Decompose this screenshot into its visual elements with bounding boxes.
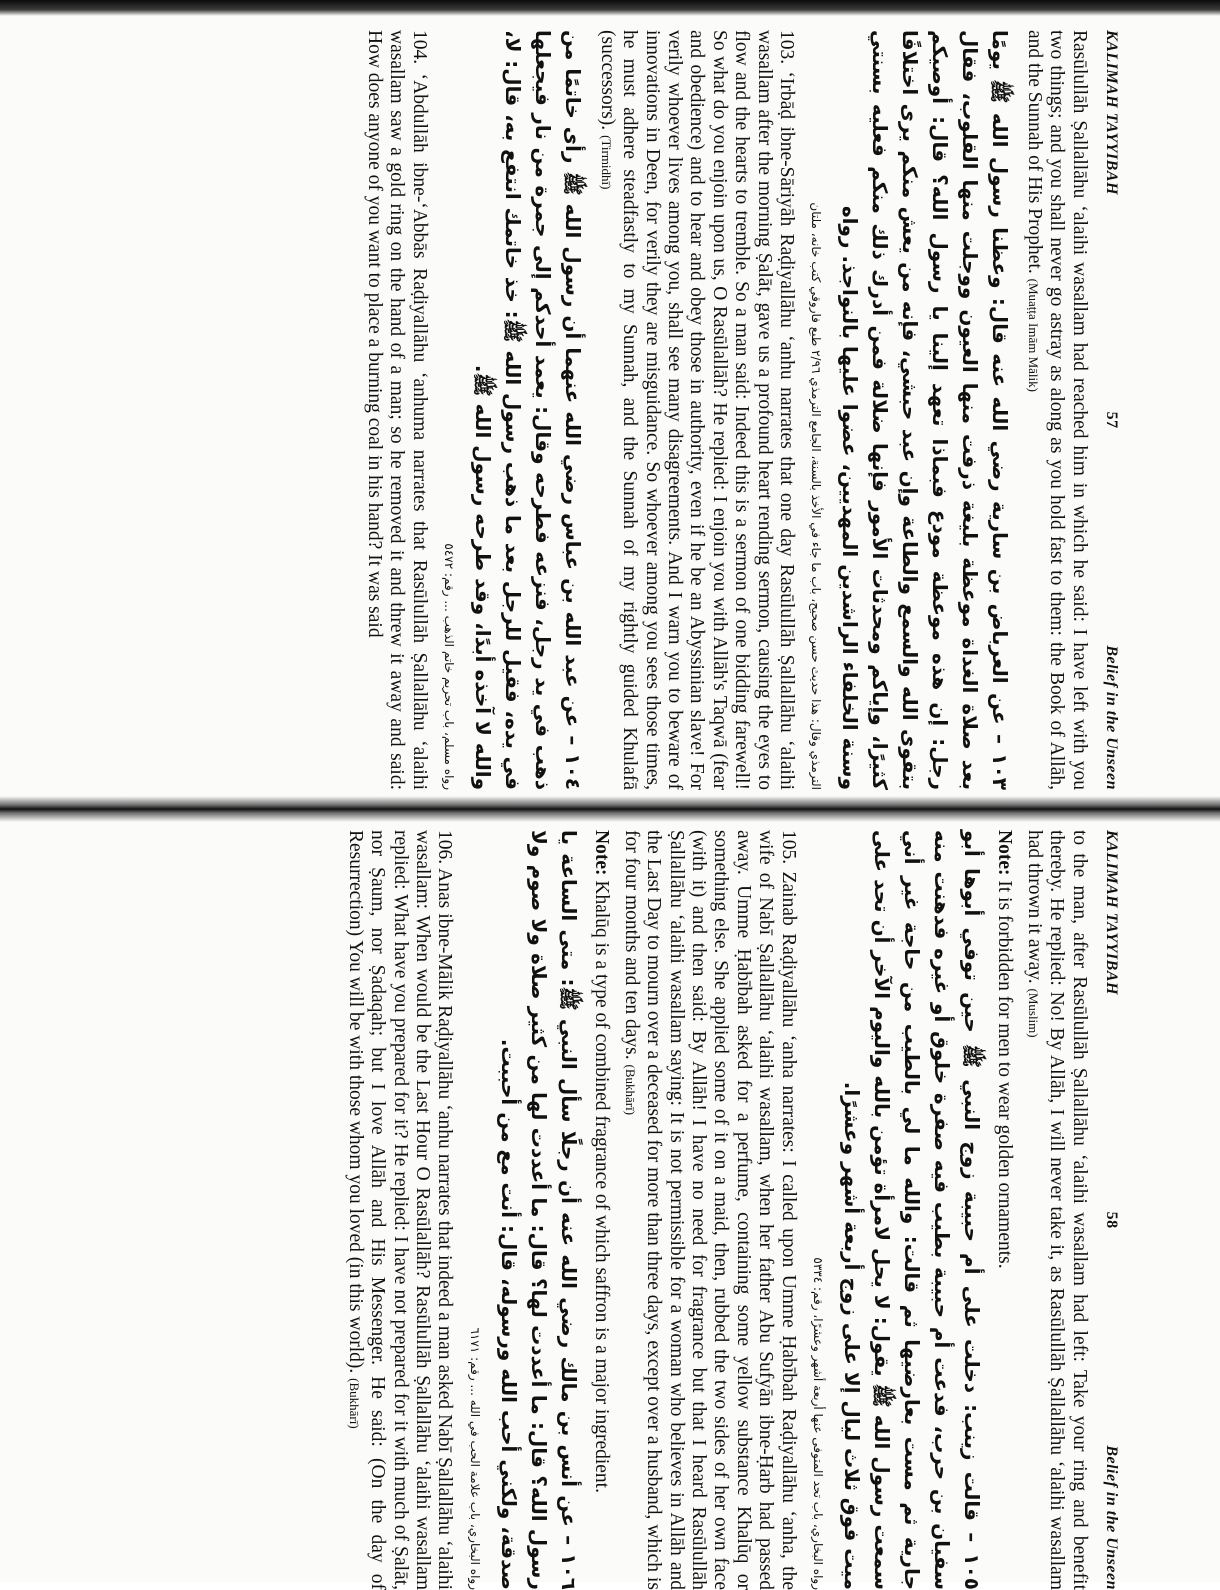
- hadith-105-source: (Bukhārī): [622, 1064, 638, 1116]
- header-title: KALIMAH TAYYIBAH: [1103, 30, 1120, 195]
- hadith-106-source: (Bukhārī): [346, 1378, 362, 1429]
- hadith-103-english: 103. ʻIrbāḍ ibne-Sāriyāh Raḍiyallāhu ʻanhu narrates that one day Rasūlullāh Ṣallallāhu ʻalaihi wasallam after the morning Ṣalāt, gave us a profound heart rending sermon, causing the eyes to flow and the hearts to tremble. So a man said: Indeed this is a sermon of one bidding farewell! So what do you enjoin upon us, O Rasūlallāh? He replied: I enjoin you with Allāh's Taqwā (fear and obedience) and to hear and obey those in authority, even if he be an Abyssinian slave! For verily whoever lives among you, shall see many disagreements. And I warn you to beware of innovations in Deen, for verily they are misguidance. So whoever among you sees those times, he must adhere steadfastly to my Sunnah, and the Sunnah of my rightly guided Khulafā (successors).: [596, 30, 797, 790]
- hadith-103-arabic-ref: الترمذي وقال: هذا حديث حسن صحيح، باب ما جاء في الأخذ بالسنة، الجامع الترمذي ٢/٩٦ طبع فاروقي كتب خانه، ملتان: [809, 202, 824, 790]
- note-2: [590, 830, 612, 1590]
- note-1: [993, 830, 1015, 1590]
- hadith-106-arabic: ١٠٦ – عن أنس بن مالك رضي الله عنه أن رجلًا سأل النبي ﷺ: متى الساعة يا رسول الله؟ قال: ما أعددت لها؟ قال: ما أعددت لها من كثير صلاة ولا صوم ولا صدقة، ولكني أحب الله ورسوله، قال: أنت مع من أحببت.: [496, 830, 581, 1590]
- book-spine-shadow: [0, 796, 1220, 822]
- hadith-103-arabic: ١٠٣ – عن العرباض بن سارية رضي الله عنه قال: وعظنا رسول الله ﷺ يومًا بعد صلاة الغداة موعظة بليغة ذرفت منها العيون ووجلت منها القلوب، فقال رجل: إن هذه موعظة مودع فبماذا تعهد إلينا يا رسول الله؟ قال: أوصيكم بتقوى الله والسمع والطاعة وإن عبد حبشي، فإنه من يعش منكم يرى اختلافًا كثيرًا، وإياكم ومحدثات الأمور فإنها ضلالة فمن أدرك ذلك منكم فعليه بسنتي وسنة الخلفاء الراشدين المهديين، عضوا عليها بالنواجذ. رواه: [838, 30, 1013, 790]
- running-header: [1100, 830, 1122, 1590]
- continuation-text: Rasūlullāh Ṣallallāhu ʻalaihi wasallam had reached him in which he said: I have left with you two things; and you shall never go astray as along as you hold fast to them: the Book of Allāh, and the Sunnah of His Prophet.: [1023, 30, 1090, 790]
- hadith-105-paragraph: [618, 830, 798, 1590]
- hadith-103-paragraph: [594, 30, 797, 790]
- page-57: [102, 30, 1122, 790]
- note-label: Note:: [994, 830, 1016, 876]
- continuation-text: to the man, after Rasūlullāh Ṣallallāhu ʻalaihi wasallam had left: Take your ring and benefit thereby. He replied: No! By Allāh, I will never take it, as Rasūlullāh Ṣallallāhu ʻalaihi wasallam had thrown it away.: [1023, 830, 1090, 1590]
- hadith-106-paragraph: [342, 830, 455, 1590]
- page-58: [102, 830, 1122, 1590]
- page-number: 57: [1103, 411, 1120, 429]
- note-label: Note:: [591, 830, 613, 876]
- page-number: 58: [1103, 1211, 1120, 1229]
- continuation-source: (Muslim): [1025, 988, 1041, 1038]
- hadith-105-arabic: ١٠٥ – قالت زينب: دخلت على أم حبيبة زوج النبي ﷺ حين توفي أبوها أبو سفيان بن حرب، فدعت أم حبيبة بطيب فيه صفرة خلوق أو غيره فدهنت منه جارية ثم مست بعارضيها ثم قالت: والله ما لي بالطيب من حاجة غير أني سمعت رسول الله ﷺ يقول: لا يحل لامرأة تؤمن بالله واليوم الآخر أن تحد على ميت فوق ثلاث ليال إلا على زوج أربعة أشهر وعشرًا.: [839, 830, 984, 1590]
- note-2-text: Khalūq is a type of combined fragrance of which saffron is a major ingredient.: [591, 880, 613, 1493]
- header-subtitle: Belief in the Unseen: [1103, 1445, 1120, 1590]
- continuation-source: (Muaṭṭa Imām Mālik): [1025, 278, 1041, 392]
- hadith-104-arabic-ref: رواه مسلم، باب تحريم خاتم الذهب ... رقم: ٥٤٧٢: [442, 543, 457, 790]
- header-subtitle: Belief in the Unseen: [1103, 645, 1120, 790]
- hadith-106-arabic-ref: رواه البخاري، باب علامة الحب في الله ... رقم: ٦١٧١: [467, 1327, 482, 1590]
- continuation-paragraph: [1021, 30, 1089, 790]
- note-1-text: It is forbidden for men to wear golden ornaments.: [994, 880, 1016, 1269]
- running-header: [1100, 30, 1122, 790]
- scan-top-edge: [0, 0, 1220, 16]
- hadith-104-english: 104. ʻAbdullāh ibne-ʻAbbās Raḍiyallāhu ʻanhuma narrates that Rasūlullāh Ṣallallāhu ʻalaihi wasallam saw a gold ring on the hand of a man; so he removed it and threw it away and said: How does anyone of you want to place a burning coal in his hand? It was said: [364, 30, 430, 790]
- hadith-104-arabic: ١٠٤ – عن عبد الله بن عباس رضي الله عنهما أن رسول الله ﷺ رأى خاتمًا من ذهب في يد رجل، فنزعه فطرحه وقال: يعمد أحدكم إلى جمرة من نار فيجعلها في يده، فقيل للرجل بعد ما ذهب رسول الله ﷺ: خذ خاتمك انتفع به، قال: لا، والله لا آخذه أبدًا، وقد طرحه رسول الله ﷺ.: [471, 30, 586, 790]
- hadith-106-english: 106. Anas ibne-Mālik Raḍiyallāhu ʻanhu narrates that indeed a man asked Nabī Ṣallallāhu ʻalaihi wasallam: When would be the Last Hour O Rasūlallāh? Rasūlullāh Ṣallallāhu ʻalaihi wasallam replied: What have you prepared for it? He replied: I have not prepared for it with much of Ṣalāt, nor Ṣaum, nor Ṣadaqah; but I love Allāh and His Messenger. He said: (On the day of Resurrection) You will be with those whom you loved (in this world).: [344, 830, 456, 1590]
- hadith-103-source: (Tirmidhī): [598, 135, 614, 190]
- continuation-paragraph: [1021, 830, 1089, 1590]
- header-title: KALIMAH TAYYIBAH: [1103, 830, 1120, 995]
- hadith-105-arabic-ref: رواه البخاري، باب تحد المتوفى عنها أربعة أشهر وعشرًا، رقم: ٥٣٣٤: [810, 1257, 825, 1590]
- hadith-105-english: 105. Zainab Raḍiyallāhu ʻanha narrates: I called upon Umme Ḥabībah Raḍiyallāhu ʻanha, the wife of Nabī Ṣallallāhu ʻalaihi wasallam, when her father Abu Sufyān ibne-Ḥarb had passed away. Umme Ḥabībah asked for a perfume, containing some yellow substance Khalūq or something else. She applied some of it on a maid, then, rubbed the two sides of her own face (with it) and then said: By Allāh! I have no need for fragrance but that I heard Rasūlullāh Ṣallallāhu ʻalaihi wasallam saying: It is not permissible for a woman who believes in Allāh and the Last Day to mourn over a deceased for more than three days, except over a husband, which is for four months and ten days.: [620, 830, 799, 1590]
